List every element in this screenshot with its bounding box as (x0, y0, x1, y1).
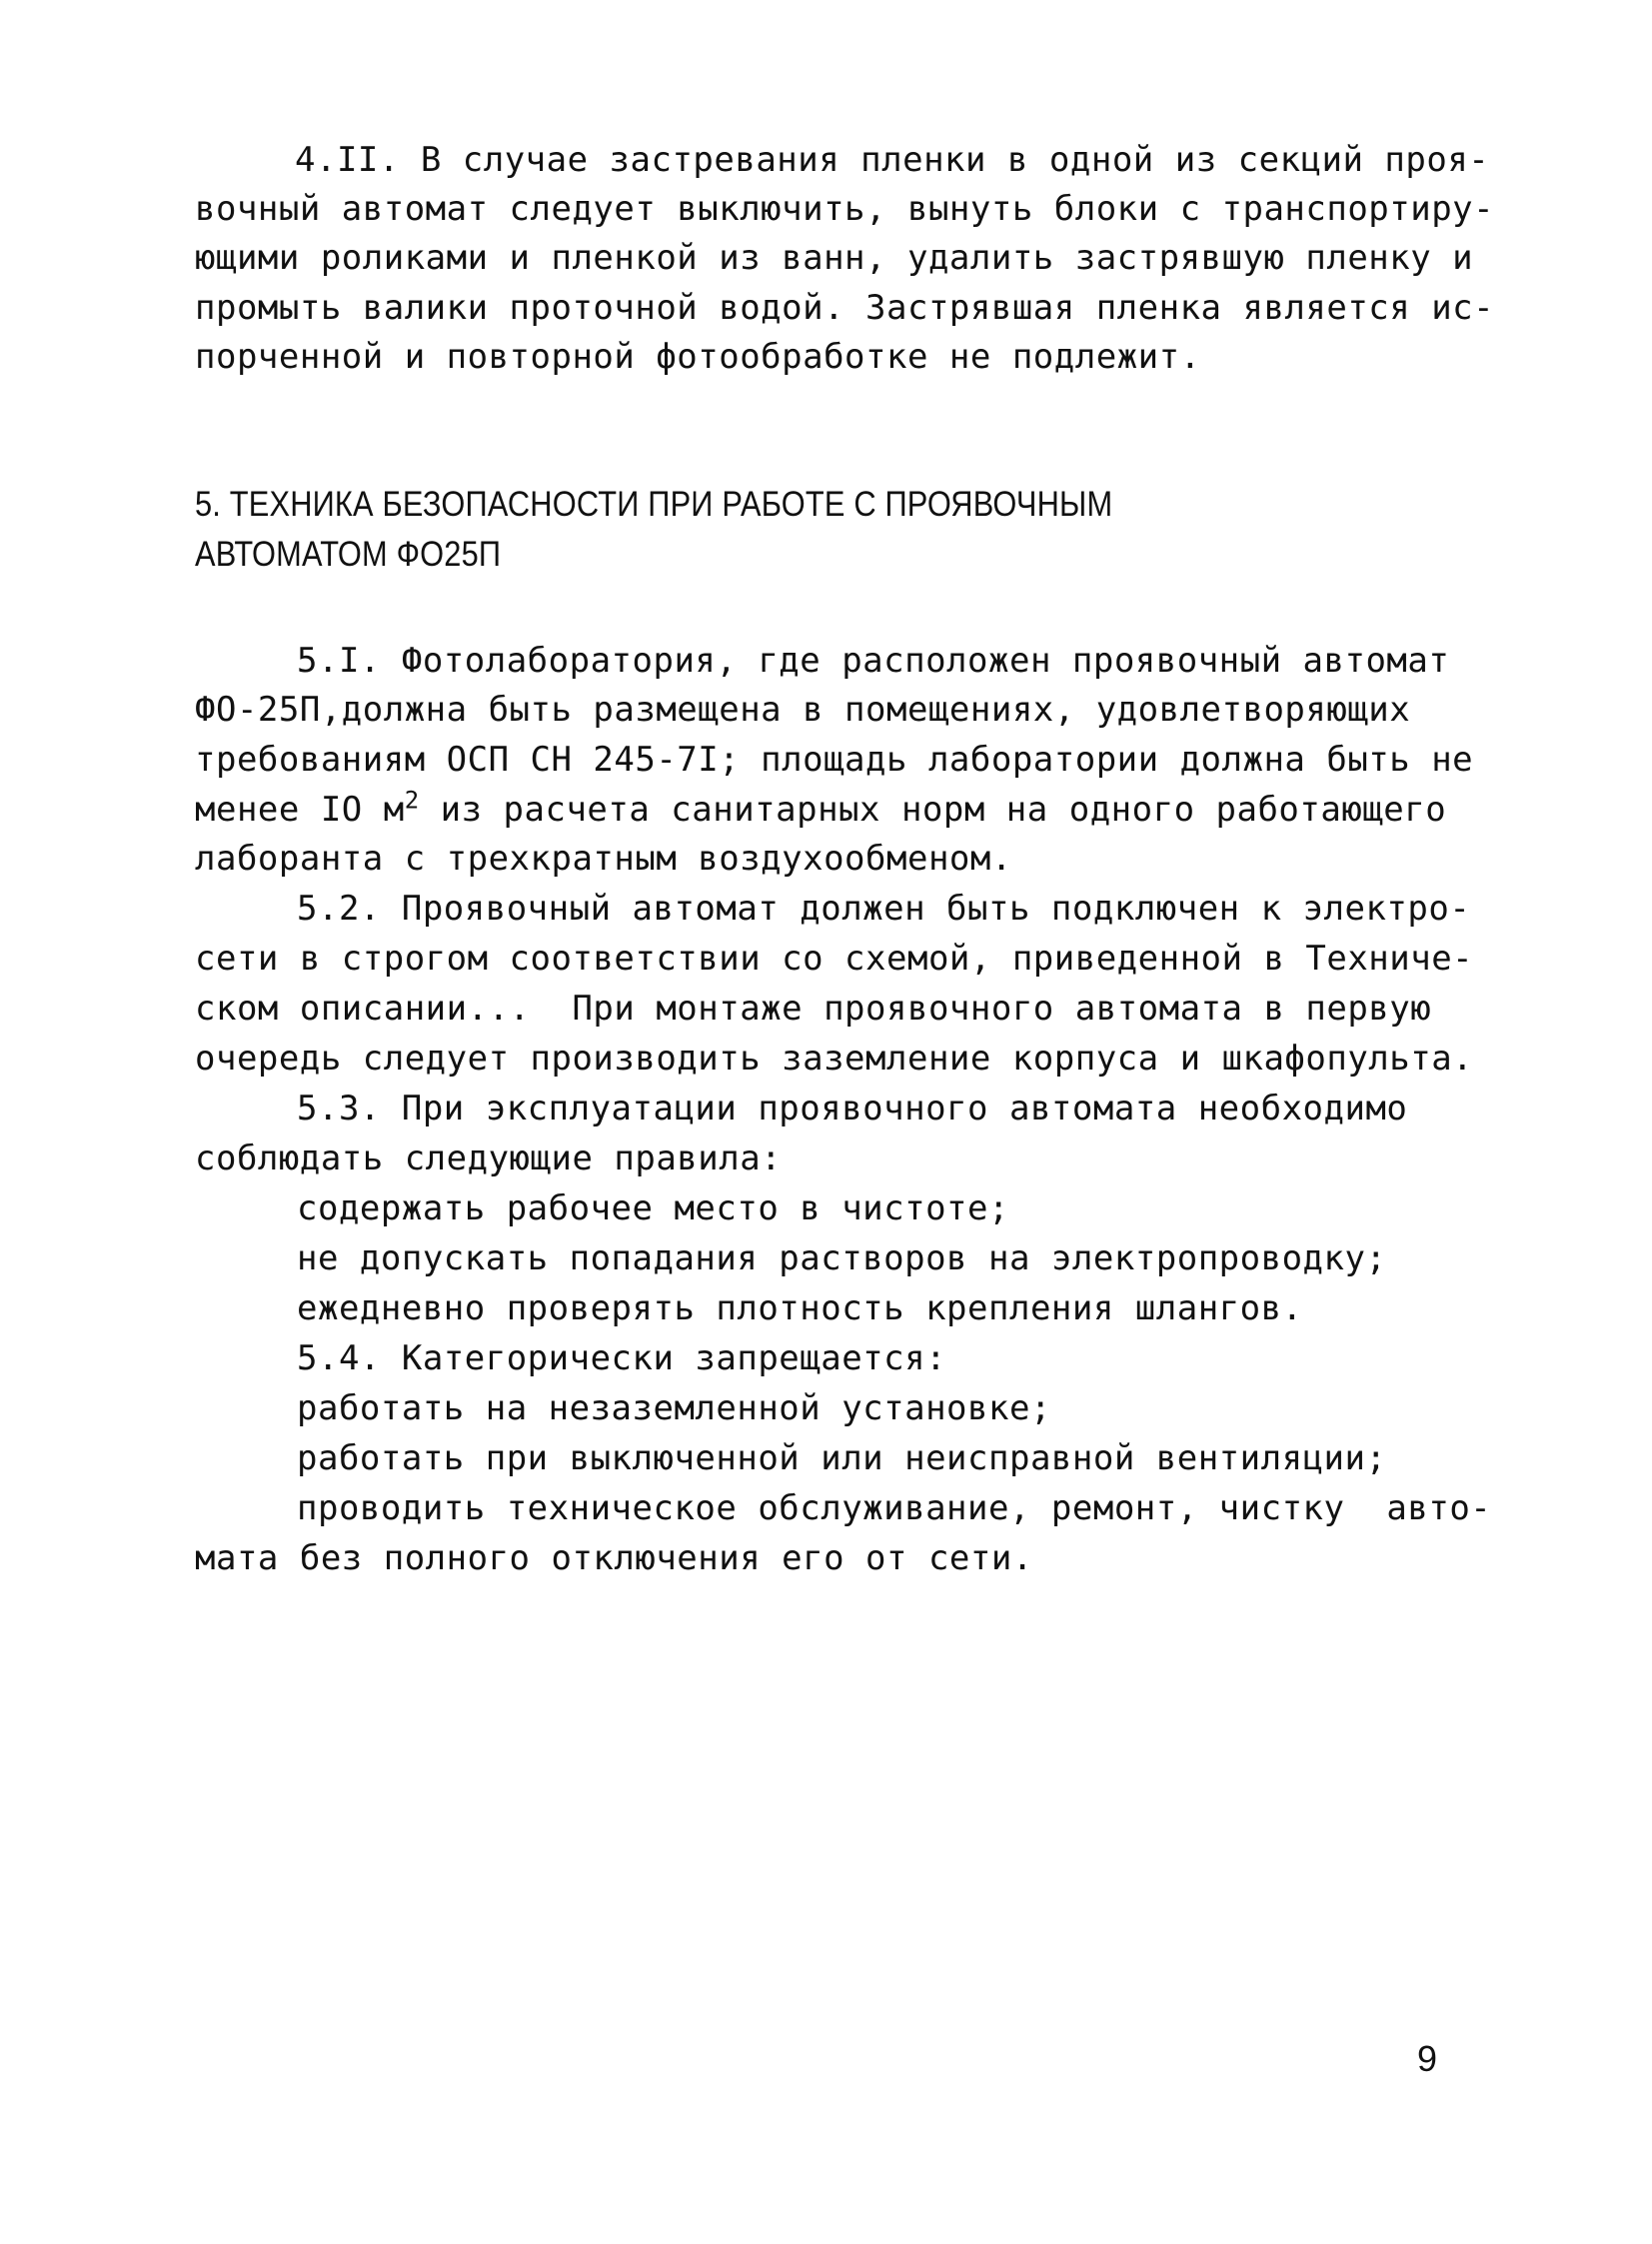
prohibition-item-3: проводить техническое обслуживание, ремонт, чистку авто- (297, 1488, 1492, 1528)
paragraph-5-4-line-1: 5.4. Категорически запрещается: (297, 1338, 947, 1378)
area-text-after: из расчета санитарных норм на одного работающего (419, 790, 1447, 830)
rule-item-1: содержать рабочее место в чистоте; (297, 1188, 1009, 1228)
area-superscript: 2 (404, 786, 420, 815)
paragraph-5-2-line-4: очередь следует производить заземление корпуса и шкафопульта. (195, 1039, 1474, 1079)
paragraph-5-2-line-2: сети в строгом соответствии со схемой, приведенной в Техниче- (195, 939, 1474, 979)
rule-item-3: ежедневно проверять плотность крепления шлангов. (297, 1288, 1303, 1328)
area-text-before: менее IO м (195, 790, 405, 830)
paragraph-5-3-line-1: 5.3. При эксплуатации проявочного автомата необходимо (297, 1089, 1408, 1128)
rule-item-2: не допускать попадания растворов на электропроводку; (297, 1238, 1387, 1278)
prohibition-item-1: работать на незаземленной установке; (297, 1388, 1051, 1428)
paragraph-5-3-line-2: соблюдать следующие правила: (195, 1138, 783, 1178)
paragraph-5-2-line-3: ском описании... При монтаже проявочного автомата в первую (195, 989, 1432, 1029)
page-number: 9 (1417, 2038, 1438, 2079)
section-5-heading-line-1: 5. ТЕХНИКА БЕЗОПАСНОСТИ ПРИ РАБОТЕ С ПРОЯВОЧНЫМ (195, 485, 1113, 524)
prohibition-item-3-continued: мата без полного отключения его от сети. (195, 1538, 1033, 1578)
paragraph-4-11-line-2: вочный автомат следует выключить, вынуть блоки с транспортиру- (195, 189, 1495, 229)
prohibition-item-2: работать при выключенной или неисправной вентиляции; (297, 1438, 1387, 1478)
paragraph-5-1-line-4 (195, 786, 1447, 830)
paragraph-5-1-line-1: 5.I. Фотолаборатория, где расположен проявочный автомат (297, 641, 1450, 681)
paragraph-4-11-line-5: порченной и повторной фотообработке не подлежит. (195, 337, 1201, 377)
section-5-heading-line-2: АВТОМАТОМ ФО25П (195, 535, 502, 574)
paragraph-4-11-line-3: ющими роликами и пленкой из ванн, удалить застрявшую пленку и (195, 238, 1474, 278)
paragraph-4-11-line-4: промыть валики проточной водой. Застрявшая пленка является ис- (195, 288, 1495, 328)
paragraph-5-2-line-1: 5.2. Проявочный автомат должен быть подключен к электро- (297, 889, 1471, 929)
paragraph-5-1-line-5: лаборанта с трехкратным воздухообменом. (195, 839, 1012, 879)
paragraph-4-11-line-1: 4.II. В случае застревания пленки в одной из секций проя- (295, 140, 1490, 180)
paragraph-5-1-line-2: ФО-25П,должна быть размещена в помещениях, удовлетворяющих (195, 690, 1411, 730)
paragraph-5-1-line-3: требованиям ОСП СН 245-7I; площадь лаборатории должна быть не (195, 740, 1474, 780)
